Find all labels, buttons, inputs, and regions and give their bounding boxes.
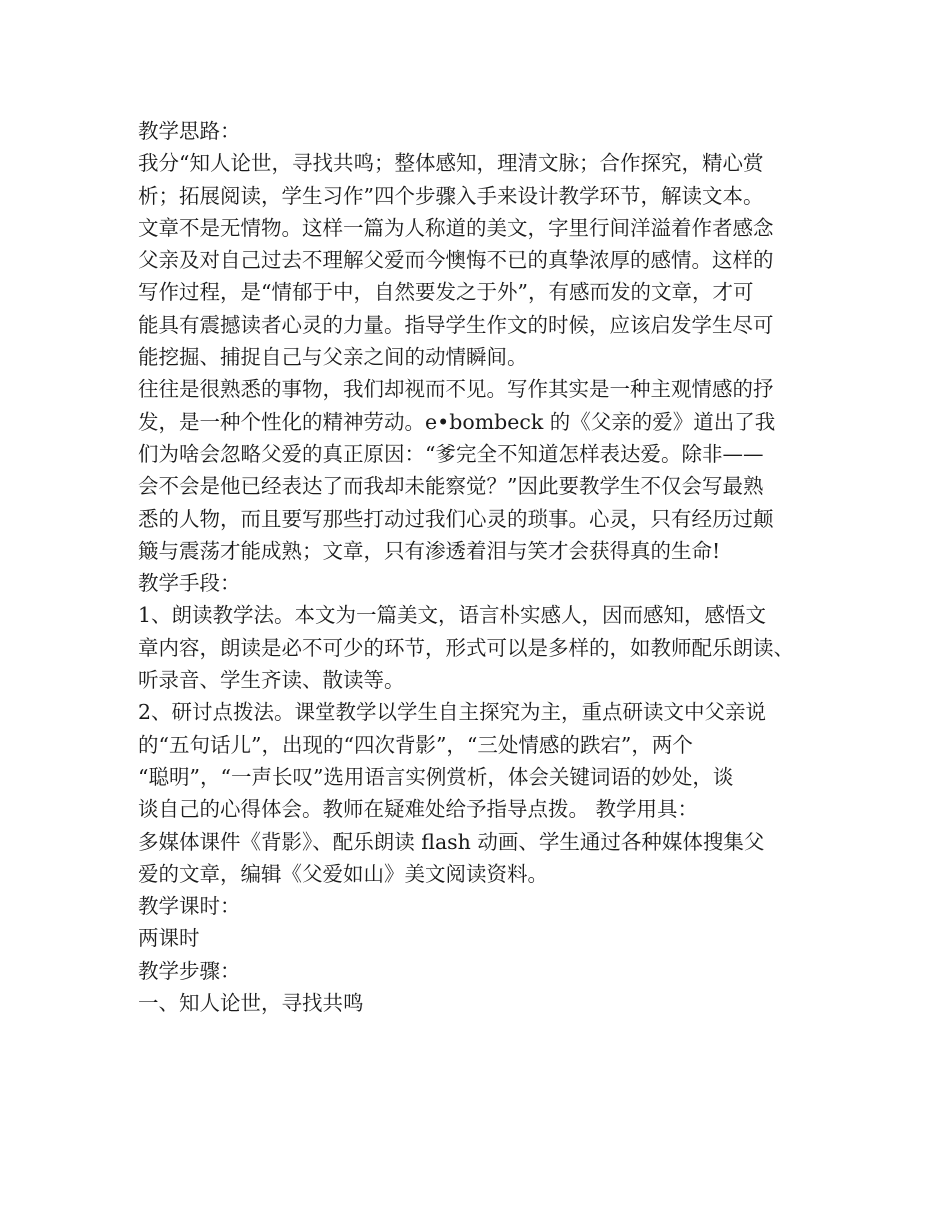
text-line: 2、研讨点拨法。课堂教学以学生自主探究为主，重点研读文中父亲说 — [138, 700, 767, 725]
text-line: 爱的文章，编辑《父爱如山》美文阅读资料。 — [138, 861, 548, 886]
text-line: 的“五句话儿”，出现的“四次背影”，“三处情感的跌宕”，两个 — [138, 732, 693, 757]
text-line: 能挖掘、捕捉自己与父亲之间的动情瞬间。 — [138, 345, 528, 370]
document-body — [138, 115, 828, 1019]
text-line: 往往是很熟悉的事物，我们却视而不见。写作其实是一种主观情感的抒 — [138, 377, 774, 402]
text-line: 簸与震荡才能成熟；文章，只有渗透着泪与笑才会获得真的生命! — [138, 538, 721, 563]
text-line: 两课时 — [138, 926, 200, 951]
text-line: 写作过程，是“情郁于中，自然要发之于外”，有感而发的文章，才可 — [138, 280, 754, 305]
text-line: “聪明”，“一声长叹”选用语言实例赏析，体会关键词语的妙处，谈 — [138, 764, 734, 789]
text-line: 1、朗读教学法。本文为一篇美文，语言朴实感人，因而感知，感悟文 — [138, 603, 767, 628]
text-line: 我分“知人论世，寻找共鸣；整体感知，理清文脉；合作探究，精心赏 — [138, 151, 764, 176]
text-line: 们为啥会忽略父爱的真正原因：“爹完全不知道怎样表达爱。除非—— — [138, 441, 764, 466]
text-line: 发，是一种个性化的精神劳动。e•bombeck 的《父亲的爱》道出了我 — [138, 409, 776, 434]
text-line: 文章不是无情物。这样一篇为人称道的美文，字里行间洋溢着作者感念 — [138, 215, 774, 240]
text-line: 听录音、学生齐读、散读等。 — [138, 668, 405, 693]
text-line: 多媒体课件《背影》、配乐朗读 flash 动画、学生通过各种媒体搜集父 — [138, 829, 765, 854]
text-line: 谈自己的心得体会。教师在疑难处给予指导点拨。 教学用具： — [138, 797, 699, 822]
text-line: 能具有震撼读者心灵的力量。指导学生作文的时候，应该启发学生尽可 — [138, 312, 774, 337]
heading-teaching-methods: 教学手段： — [138, 571, 241, 596]
heading-class-hours: 教学课时： — [138, 894, 241, 919]
heading-teaching-steps: 教学步骤： — [138, 958, 241, 983]
text-line: 会不会是他已经表达了而我却未能察觉？”因此要教学生不仅会写最熟 — [138, 474, 764, 499]
section-heading-step-one: 一、知人论世，寻找共鸣 — [138, 991, 364, 1016]
text-line: 悉的人物，而且要写那些打动过我们心灵的琐事。心灵，只有经历过颠 — [138, 506, 774, 531]
text-line: 父亲及对自己过去不理解父爱而今懊悔不已的真挚浓厚的感情。这样的 — [138, 248, 774, 273]
text-line: 析；拓展阅读，学生习作”四个步骤入手来设计教学环节，解读文本。 — [138, 183, 764, 208]
text-line: 章内容，朗读是必不可少的环节，形式可以是多样的，如教师配乐朗读、 — [138, 635, 794, 660]
heading-teaching-approach: 教学思路： — [138, 119, 241, 143]
